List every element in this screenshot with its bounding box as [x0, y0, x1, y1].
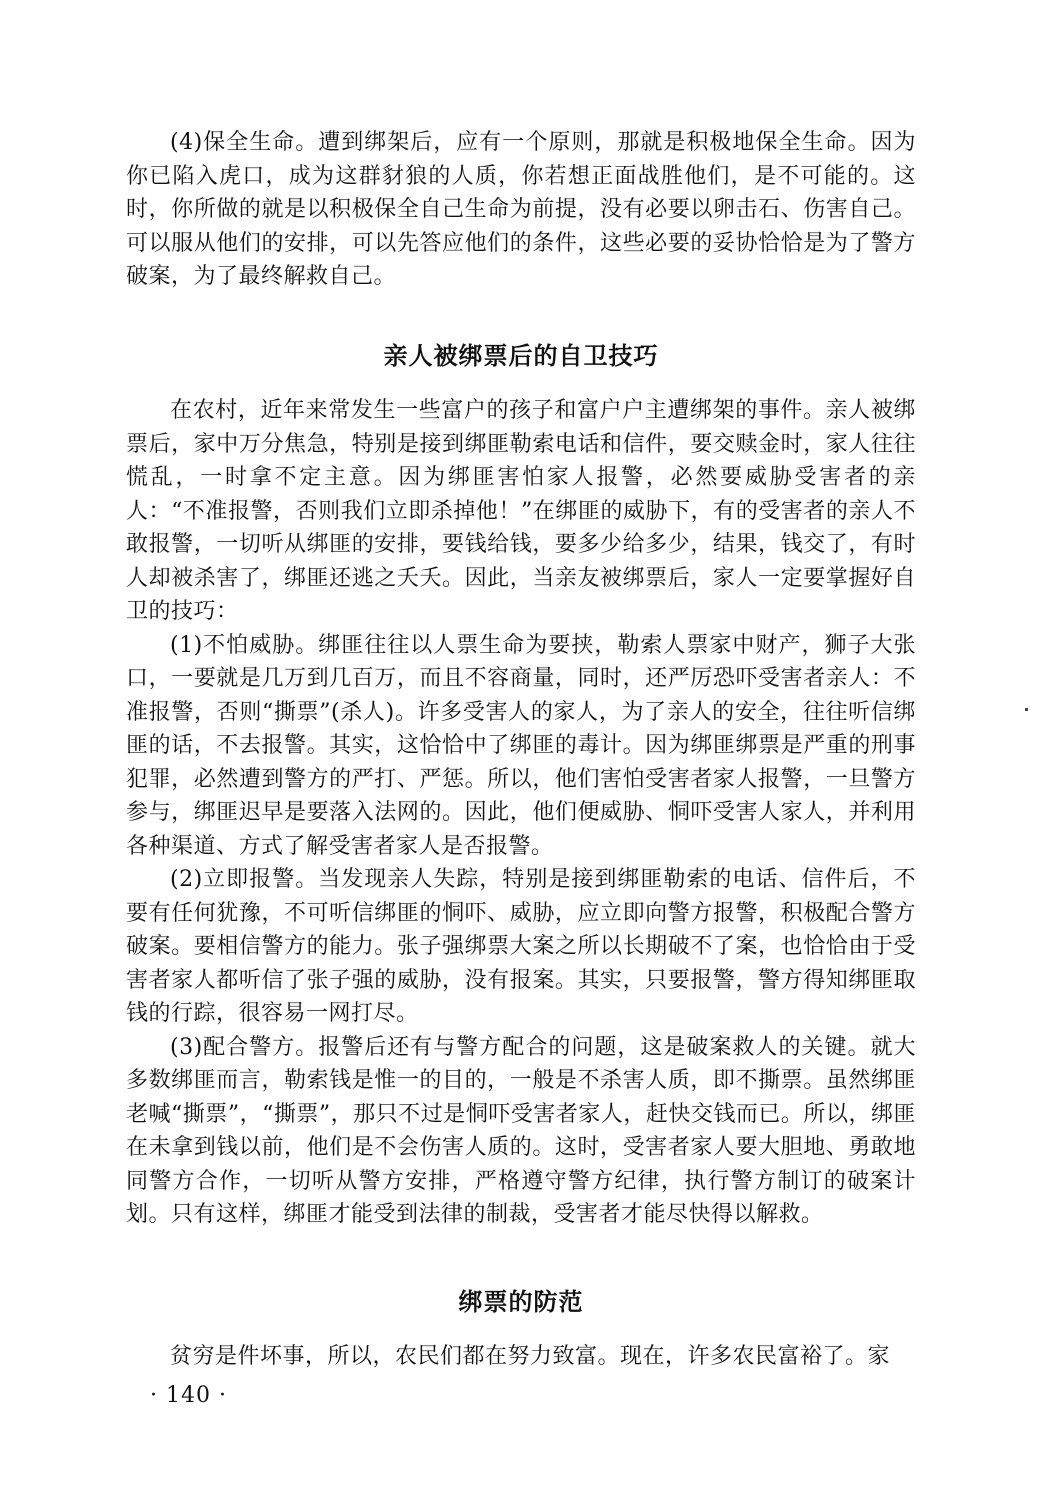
heading-self-defense: 亲人被绑票后的自卫技巧	[383, 342, 659, 370]
heading-prevention: 绑票的防范	[458, 1288, 584, 1316]
paragraph-not-afraid-of-threats: (1)不怕威胁。绑匪往往以人票生命为要挟，勒索人票家中财产，狮子大张口，一要就是几万到几百万，而且不容商量，同时，还严厉恐吓受害者亲人：不准报警，否则“撕票”(杀人)。许多受害人的家人，为了亲人的安全，往往听信绑匪的话，不去报警。其实，这恰恰中了绑匪的毒计。因为绑匪绑票是严重的刑事犯罪，必然遭到警方的严打、严惩。所以，他们害怕受害者家人报警，一旦警方参与，绑匪迟早是要落入法网的。因此，他们便威胁、恫吓受害人家人，并利用各种渠道、方式了解受害者家人是否报警。	[126, 632, 916, 859]
self-defense-text-block	[126, 394, 916, 1232]
intro-text-block	[126, 126, 916, 294]
scan-speck	[1025, 708, 1028, 711]
paragraph-cooperate-with-police: (3)配合警方。报警后还有与警方配合的问题，这是破案救人的关键。就大多数绑匪而言，勒索钱是惟一的目的，一般是不杀害人质，即不撕票。虽然绑匪老喊“撕票”，“撕票”，那只不过是恫吓受害者家人，赶快交钱而已。所以，绑匪在未拿到钱以前，他们是不会伤害人质的。这时，受害者家人要大胆地、勇敢地同警方合作，一切听从警方安排，严格遵守警方纪律，执行警方制订的破案计划。只有这样，绑匪才能受到法律的制裁，受害者才能尽快得以解救。	[126, 1034, 916, 1227]
prevention-text-block	[126, 1340, 916, 1374]
page-number: · 140 ·	[150, 1383, 227, 1408]
paragraph-prevention-intro: 贫穷是件坏事，所以，农民们都在努力致富。现在，许多农民富裕了。家	[170, 1344, 891, 1369]
paragraph-self-defense-intro: 在农村，近年来常发生一些富户的孩子和富户户主遭绑架的事件。亲人被绑票后，家中万分焦急，特别是接到绑匪勒索电话和信件，要交赎金时，家人往往慌乱，一时拿不定主意。因为绑匪害怕家人报警，必然要威胁受害者的亲人：“不准报警，否则我们立即杀掉他！”在绑匪的威胁下，有的受害者的亲人不敢报警，一切听从绑匪的安排，要钱给钱，要多少给多少，结果，钱交了，有时人却被杀害了，绑匪还逃之夭夭。因此，当亲友被绑票后，家人一定要掌握好自卫的技巧：	[126, 398, 916, 624]
paragraph-report-immediately: (2)立即报警。当发现亲人失踪，特别是接到绑匪勒索的电话、信件后，不要有任何犹豫，不可听信绑匪的恫吓、威胁，应立即向警方报警，积极配合警方破案。要相信警方的能力。张子强绑票大案之所以长期破不了案，也恰恰由于受害者家人都听信了张子强的威胁，没有报案。其实，只要报警，警方得知绑匪取钱的行踪，很容易一网打尽。	[126, 867, 916, 1026]
paragraph-protect-life: (4)保全生命。遭到绑架后，应有一个原则，那就是积极地保全生命。因为你已陷入虎口，成为这群豺狼的人质，你若想正面战胜他们，是不可能的。这时，你所做的就是以积极保全自己生命为前提，没有必要以卵击石、伤害自己。可以服从他们的安排，可以先答应他们的条件，这些必要的妥协恰恰是为了警方破案，为了最终解救自己。	[126, 130, 916, 289]
